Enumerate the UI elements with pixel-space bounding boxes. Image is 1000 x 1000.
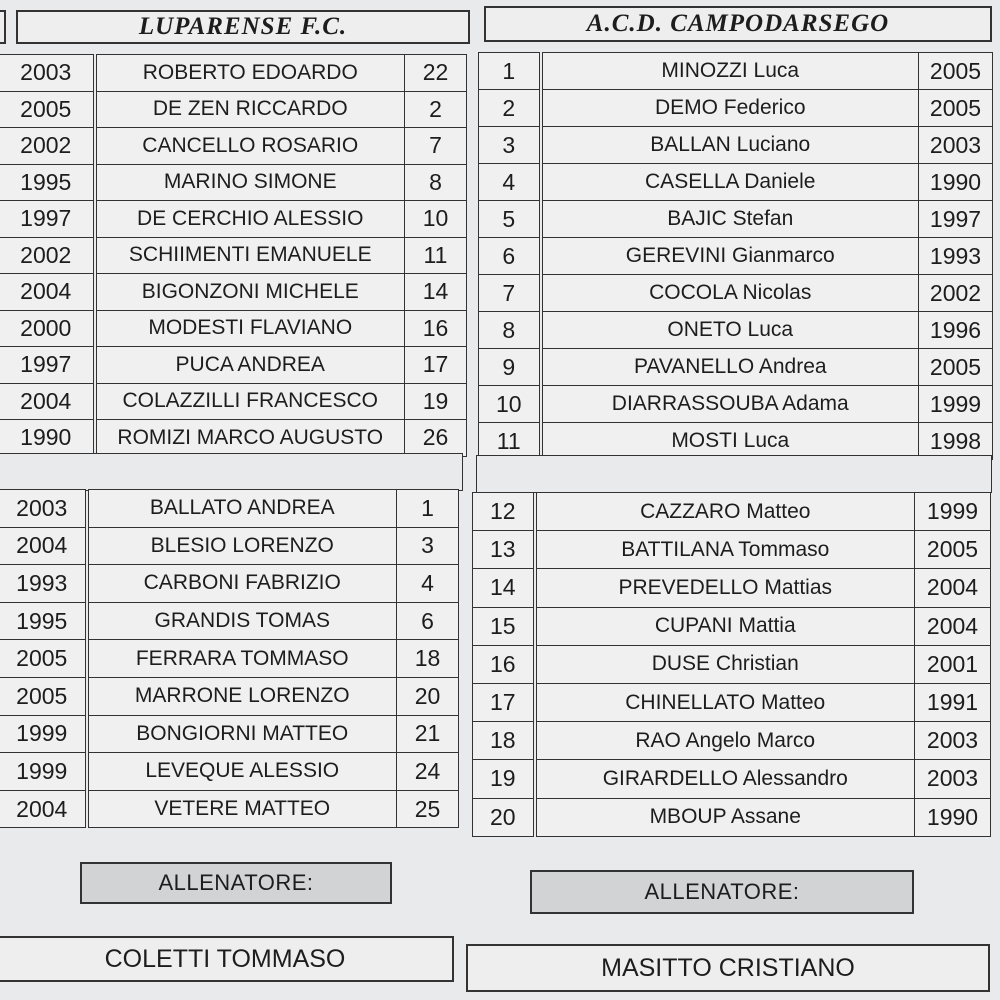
player-row	[479, 201, 993, 238]
player-year: 2003	[915, 760, 991, 798]
player-row	[473, 683, 991, 721]
player-row	[473, 493, 991, 531]
player-name: DEMO Federico	[541, 90, 919, 127]
player-name: CARBONI FABRIZIO	[87, 565, 397, 603]
player-year: 2005	[0, 91, 95, 128]
player-row	[473, 760, 991, 798]
player-year: 2005	[919, 349, 993, 386]
player-row	[473, 607, 991, 645]
player-number: 6	[479, 238, 541, 275]
player-number: 16	[405, 310, 467, 347]
player-number: 4	[479, 164, 541, 201]
player-number: 6	[397, 602, 459, 640]
player-number: 18	[473, 722, 535, 760]
player-name: PUCA ANDREA	[95, 347, 405, 384]
player-year: 2004	[0, 383, 95, 420]
previous-column-edge	[0, 10, 6, 44]
player-row	[0, 715, 459, 753]
player-number: 20	[473, 798, 535, 836]
player-number: 11	[479, 423, 541, 460]
player-name: FERRARA TOMMASO	[87, 640, 397, 678]
player-number: 16	[473, 645, 535, 683]
player-row	[0, 128, 467, 165]
player-year: 2004	[0, 527, 87, 565]
player-name: DE CERCHIO ALESSIO	[95, 201, 405, 238]
player-number: 1	[397, 490, 459, 528]
player-row	[0, 201, 467, 238]
luparense-coach-name: COLETTI TOMMASO	[0, 936, 454, 982]
player-row	[0, 274, 467, 311]
player-row	[0, 91, 467, 128]
player-row	[0, 420, 467, 457]
player-year: 1990	[0, 420, 95, 457]
player-number: 26	[405, 420, 467, 457]
player-name: MBOUP Assane	[535, 798, 915, 836]
player-row	[473, 569, 991, 607]
player-name: BONGIORNI MATTEO	[87, 715, 397, 753]
player-number: 2	[479, 90, 541, 127]
player-row	[479, 349, 993, 386]
player-year: 1993	[0, 565, 87, 603]
player-name: LEVEQUE ALESSIO	[87, 753, 397, 791]
player-row	[479, 423, 993, 460]
player-number: 17	[473, 683, 535, 721]
player-year: 1999	[0, 753, 87, 791]
player-name: ROMIZI MARCO AUGUSTO	[95, 420, 405, 457]
player-row	[0, 753, 459, 791]
player-year: 1999	[919, 386, 993, 423]
player-number: 4	[397, 565, 459, 603]
player-name: CHINELLATO Matteo	[535, 683, 915, 721]
player-row	[0, 602, 459, 640]
player-name: MOSTI Luca	[541, 423, 919, 460]
player-year: 2002	[919, 275, 993, 312]
player-number: 21	[397, 715, 459, 753]
player-name: BALLAN Luciano	[541, 127, 919, 164]
player-number: 10	[405, 201, 467, 238]
player-row	[473, 531, 991, 569]
player-name: GRANDIS TOMAS	[87, 602, 397, 640]
campodarsego-coach-label: ALLENATORE:	[530, 870, 914, 914]
player-row	[473, 722, 991, 760]
player-year: 2005	[915, 531, 991, 569]
player-number: 3	[397, 527, 459, 565]
player-name: DUSE Christian	[535, 645, 915, 683]
player-name: COCOLA Nicolas	[541, 275, 919, 312]
player-row	[0, 677, 459, 715]
player-name: CUPANI Mattia	[535, 607, 915, 645]
player-year: 2005	[0, 677, 87, 715]
luparense-separator	[0, 453, 463, 491]
player-year: 2003	[0, 55, 95, 92]
player-number: 7	[479, 275, 541, 312]
player-name: MARINO SIMONE	[95, 164, 405, 201]
player-year: 1990	[919, 164, 993, 201]
player-year: 1997	[0, 347, 95, 384]
player-name: BIGONZONI MICHELE	[95, 274, 405, 311]
player-year: 2005	[919, 53, 993, 90]
player-name: VETERE MATTEO	[87, 790, 397, 828]
player-number: 25	[397, 790, 459, 828]
player-year: 2005	[919, 90, 993, 127]
player-year: 1995	[0, 602, 87, 640]
player-year: 2004	[0, 274, 95, 311]
player-number: 19	[405, 383, 467, 420]
player-number: 22	[405, 55, 467, 92]
player-row	[0, 347, 467, 384]
player-year: 1999	[915, 493, 991, 531]
player-year: 2003	[919, 127, 993, 164]
player-name: COLAZZILLI FRANCESCO	[95, 383, 405, 420]
player-number: 17	[405, 347, 467, 384]
player-number: 8	[479, 312, 541, 349]
luparense-starters-table	[0, 54, 467, 457]
campodarsego-coach-name: MASITTO CRISTIANO	[466, 944, 990, 992]
player-year: 1991	[915, 683, 991, 721]
campodarsego-bench-table	[472, 492, 991, 837]
player-number: 11	[405, 237, 467, 274]
player-name: ONETO Luca	[541, 312, 919, 349]
player-name: BLESIO LORENZO	[87, 527, 397, 565]
player-name: PREVEDELLO Mattias	[535, 569, 915, 607]
player-row	[0, 527, 459, 565]
player-number: 7	[405, 128, 467, 165]
player-number: 9	[479, 349, 541, 386]
luparense-bench-table	[0, 489, 459, 828]
player-year: 1997	[0, 201, 95, 238]
player-year: 2003	[0, 490, 87, 528]
player-number: 19	[473, 760, 535, 798]
player-name: MODESTI FLAVIANO	[95, 310, 405, 347]
player-year: 2002	[0, 237, 95, 274]
player-number: 1	[479, 53, 541, 90]
player-number: 8	[405, 164, 467, 201]
player-year: 1996	[919, 312, 993, 349]
player-row	[0, 55, 467, 92]
player-name: CANCELLO ROSARIO	[95, 128, 405, 165]
player-name: DE ZEN RICCARDO	[95, 91, 405, 128]
player-number: 18	[397, 640, 459, 678]
player-year: 1993	[919, 238, 993, 275]
player-row	[479, 164, 993, 201]
player-row	[0, 640, 459, 678]
campodarsego-separator	[476, 455, 992, 493]
player-number: 13	[473, 531, 535, 569]
player-year: 1995	[0, 164, 95, 201]
player-row	[0, 490, 459, 528]
player-year: 2004	[915, 569, 991, 607]
player-name: PAVANELLO Andrea	[541, 349, 919, 386]
player-number: 14	[405, 274, 467, 311]
player-number: 14	[473, 569, 535, 607]
player-number: 3	[479, 127, 541, 164]
team-title-campodarsego: A.C.D. CAMPODARSEGO	[484, 6, 992, 42]
player-row	[0, 565, 459, 603]
player-row	[0, 790, 459, 828]
player-row	[479, 386, 993, 423]
team-title-luparense: LUPARENSE F.C.	[16, 10, 470, 44]
player-row	[479, 312, 993, 349]
player-number: 20	[397, 677, 459, 715]
player-name: BALLATO ANDREA	[87, 490, 397, 528]
player-row	[479, 127, 993, 164]
player-number: 12	[473, 493, 535, 531]
player-number: 2	[405, 91, 467, 128]
player-year: 1999	[0, 715, 87, 753]
player-row	[479, 53, 993, 90]
player-row	[0, 310, 467, 347]
player-row	[473, 798, 991, 836]
player-name: MINOZZI Luca	[541, 53, 919, 90]
player-number: 10	[479, 386, 541, 423]
player-name: CAZZARO Matteo	[535, 493, 915, 531]
player-name: DIARRASSOUBA Adama	[541, 386, 919, 423]
player-number: 15	[473, 607, 535, 645]
player-row	[0, 237, 467, 274]
player-number: 5	[479, 201, 541, 238]
player-row	[0, 383, 467, 420]
player-year: 1997	[919, 201, 993, 238]
campodarsego-starters-table	[478, 52, 993, 460]
player-year: 2004	[0, 790, 87, 828]
player-year: 1990	[915, 798, 991, 836]
player-year: 2003	[915, 722, 991, 760]
player-year: 2002	[0, 128, 95, 165]
player-name: BATTILANA Tommaso	[535, 531, 915, 569]
player-name: MARRONE LORENZO	[87, 677, 397, 715]
player-name: GEREVINI Gianmarco	[541, 238, 919, 275]
player-year: 2005	[0, 640, 87, 678]
player-name: CASELLA Daniele	[541, 164, 919, 201]
player-year: 2004	[915, 607, 991, 645]
player-row	[479, 90, 993, 127]
player-row	[0, 164, 467, 201]
player-row	[479, 275, 993, 312]
player-year: 2001	[915, 645, 991, 683]
player-year: 1998	[919, 423, 993, 460]
player-name: GIRARDELLO Alessandro	[535, 760, 915, 798]
player-year: 2000	[0, 310, 95, 347]
player-name: SCHIIMENTI EMANUELE	[95, 237, 405, 274]
player-row	[479, 238, 993, 275]
player-name: ROBERTO EDOARDO	[95, 55, 405, 92]
player-name: RAO Angelo Marco	[535, 722, 915, 760]
luparense-coach-label: ALLENATORE:	[80, 862, 392, 904]
player-row	[473, 645, 991, 683]
player-number: 24	[397, 753, 459, 791]
player-name: BAJIC Stefan	[541, 201, 919, 238]
